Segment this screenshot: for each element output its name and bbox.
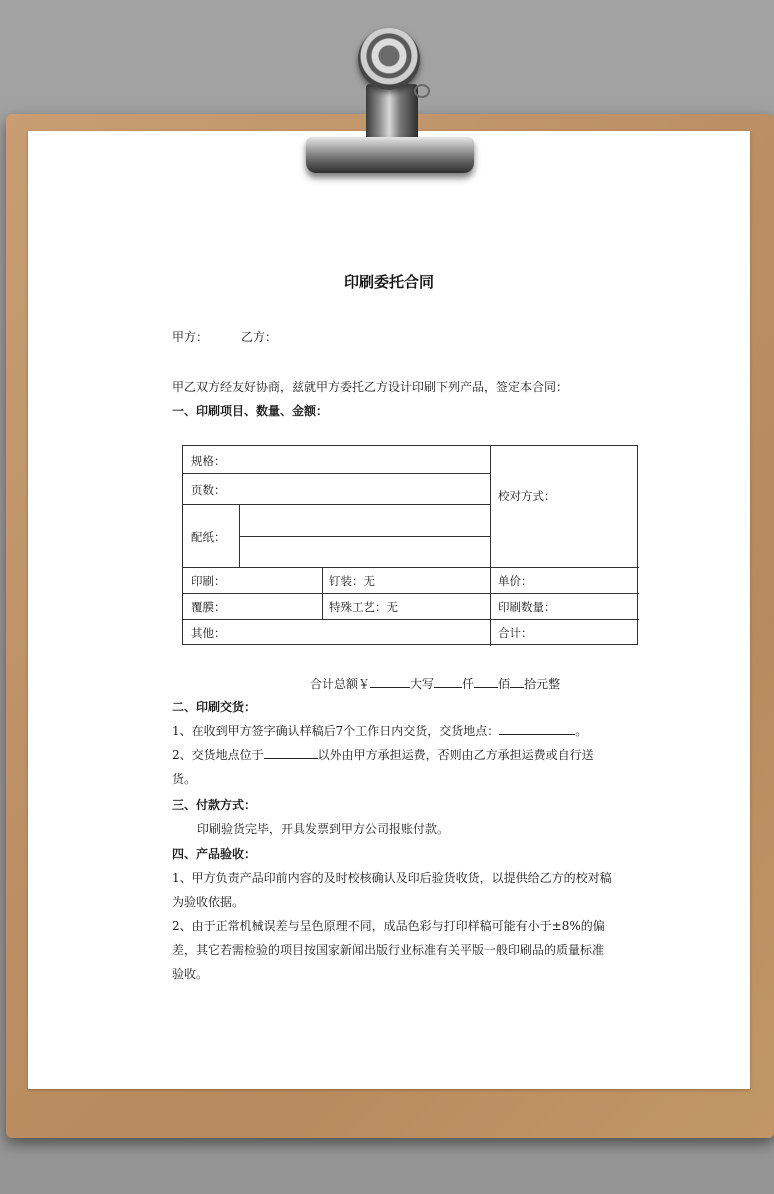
s4-item1-a: 1、甲方负责产品印前内容的及时校核确认及印后验货收货，以提供给乙方的校对稿 — [172, 871, 612, 885]
s2-item2-cont: 货。 — [172, 772, 197, 786]
cell-special-process: 特殊工艺：无 — [329, 600, 398, 614]
hundred-label: 佰 — [498, 677, 511, 691]
cell-paper: 配纸： — [191, 530, 226, 544]
table-line — [183, 567, 639, 568]
clip-body — [366, 84, 418, 144]
document-title: 印刷委托合同 — [343, 273, 434, 291]
delivery-location-blank — [499, 722, 575, 735]
delivery-range-blank — [264, 746, 318, 759]
s3-text: 印刷验货完毕，开具发票到甲方公司报账付款。 — [197, 822, 450, 836]
total-label: 合计总额￥ — [310, 677, 371, 691]
thousand-blank — [474, 675, 498, 688]
party-b-label: 乙方： — [241, 330, 278, 344]
cell-spec: 规格： — [191, 454, 226, 468]
table-line — [183, 473, 490, 474]
cell-subtotal: 合计： — [498, 626, 533, 640]
cell-laminate: 覆膜： — [191, 600, 226, 614]
thousand-label: 仟 — [462, 677, 475, 691]
total-amount-line — [310, 675, 560, 692]
clip-hook — [414, 84, 430, 98]
cell-binding: 钉装：无 — [329, 574, 375, 588]
total-blank — [370, 675, 410, 688]
capital-blank — [434, 675, 462, 688]
table-line — [490, 446, 491, 646]
intro-text: 甲乙双方经友好协商，兹就甲方委托乙方设计印刷下列产品，签定本合同： — [172, 380, 569, 394]
section2-heading: 二、印刷交货： — [172, 700, 257, 714]
hundred-blank — [510, 675, 524, 688]
cell-proof-method: 校对方式： — [498, 489, 556, 503]
capital-label: 大写 — [410, 677, 435, 691]
s2-item2 — [172, 746, 594, 763]
s2-item2-text-a: 2、交货地点位于 — [172, 748, 264, 762]
clip-ring — [358, 28, 420, 90]
cell-print-quantity: 印刷数量： — [498, 600, 556, 614]
s2-item2-text-b: 以外由甲方承担运费，否则由乙方承担运费或自行送 — [317, 748, 594, 762]
section1-heading: 一、印刷项目、数量、金额： — [172, 404, 329, 418]
table-line — [183, 619, 639, 620]
party-a-label: 甲方： — [172, 330, 209, 344]
clip-plate — [306, 137, 474, 173]
section3-heading: 三、付款方式： — [172, 798, 257, 812]
s4-item2-a: 2、由于正常机械误差与呈色原理不同，成品色彩与打印样稿可能有小于±8%的偏 — [172, 919, 605, 933]
cell-print: 印刷： — [191, 574, 226, 588]
cell-unit-price: 单价： — [498, 574, 533, 588]
s4-item2-c: 验收。 — [172, 967, 209, 981]
table-line — [322, 567, 323, 619]
ten-yuan-label: 拾元整 — [524, 677, 561, 691]
s2-item1-text: 1、在收到甲方签字确认样稿后7个工作日内交货，交货地点： — [172, 724, 500, 738]
table-line — [239, 504, 240, 567]
table-line — [183, 593, 639, 594]
s2-item1-end: 。 — [575, 724, 588, 738]
s4-item1-b: 为验收依据。 — [172, 895, 245, 909]
table-line — [183, 504, 490, 505]
s4-item2-b: 差，其它若需检验的项目按国家新闻出版行业标准有关平版一般印刷品的质量标准 — [172, 943, 605, 957]
print-items-table — [182, 445, 638, 645]
cell-pages: 页数： — [191, 483, 226, 497]
cell-other: 其他： — [191, 626, 226, 640]
section4-heading: 四、产品验收： — [172, 847, 257, 861]
s2-item1 — [172, 722, 587, 739]
table-line — [239, 536, 490, 537]
